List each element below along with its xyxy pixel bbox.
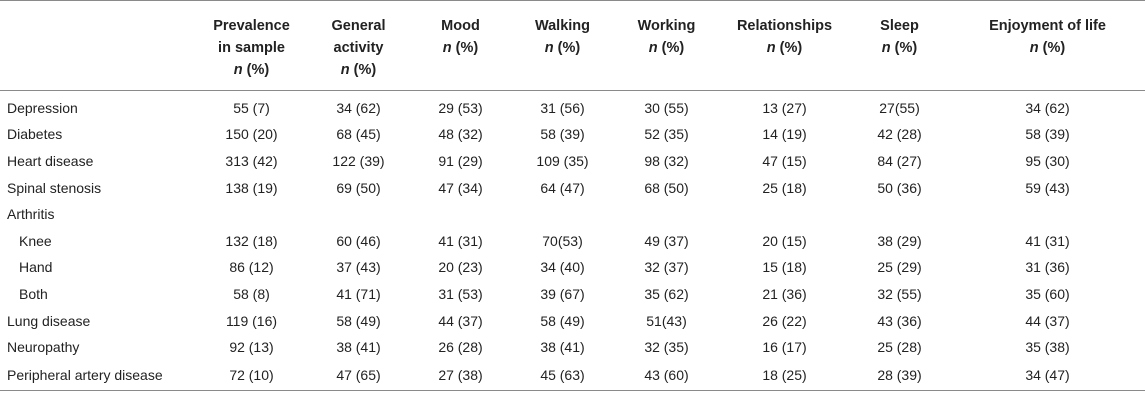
table-cell: 91 (29) bbox=[438, 152, 483, 169]
table-cell: 92 (13) bbox=[229, 339, 274, 356]
table-cell: 58 (49) bbox=[336, 312, 381, 329]
column-header bbox=[195, 1, 308, 91]
table-body bbox=[0, 91, 1145, 391]
column-header bbox=[308, 1, 409, 91]
column-unit-n: n bbox=[544, 40, 554, 56]
column-unit bbox=[513, 37, 612, 59]
table-cell: 31 (36) bbox=[1025, 259, 1070, 276]
table-cell: 44 (37) bbox=[1025, 312, 1070, 329]
table-cell: 35 (62) bbox=[644, 285, 689, 302]
table-cell: 68 (45) bbox=[336, 126, 381, 143]
table-cell: 51(43) bbox=[646, 312, 687, 329]
column-header-text: in sample bbox=[218, 40, 285, 56]
table-cell: 16 (17) bbox=[762, 339, 807, 356]
table-cell: 41 (31) bbox=[1025, 232, 1070, 249]
table-cell: 25 (29) bbox=[877, 259, 922, 276]
table-cell: 27 (38) bbox=[409, 360, 512, 390]
table-cell: 34 (40) bbox=[540, 259, 585, 276]
column-unit-pct: (%) bbox=[553, 40, 581, 56]
column-unit bbox=[951, 37, 1144, 59]
column-unit-pct: (%) bbox=[890, 40, 918, 56]
table-row bbox=[0, 334, 1145, 361]
table-cell: 70(53) bbox=[542, 232, 583, 249]
column-header-text: General bbox=[331, 18, 386, 34]
table-cell: 84 (27) bbox=[877, 152, 922, 169]
column-unit-n: n bbox=[766, 40, 776, 56]
row-label: Depression bbox=[7, 99, 78, 116]
column-unit bbox=[850, 37, 949, 59]
table-row bbox=[0, 227, 1145, 254]
table-cell: 39 (67) bbox=[540, 285, 585, 302]
table-cell: 31 (53) bbox=[438, 285, 483, 302]
table-row bbox=[0, 254, 1145, 281]
table-cell: 21 (36) bbox=[762, 285, 807, 302]
table-cell: 58 (8) bbox=[233, 285, 270, 302]
column-header-text: Sleep bbox=[880, 18, 919, 34]
table-cell: 150 (20) bbox=[225, 126, 278, 143]
table-cell: 109 (35) bbox=[536, 152, 589, 169]
column-unit-pct: (%) bbox=[657, 40, 685, 56]
table-cell: 26 (22) bbox=[762, 312, 807, 329]
table-cell: 30 (55) bbox=[644, 99, 689, 116]
row-sublabel: Both bbox=[19, 285, 48, 302]
table-cell: 45 (63) bbox=[512, 360, 613, 390]
column-unit bbox=[196, 59, 307, 81]
column-unit-n: n bbox=[340, 62, 350, 78]
column-unit-n: n bbox=[442, 40, 452, 56]
table-cell bbox=[512, 201, 613, 228]
row-label: Spinal stenosis bbox=[7, 179, 102, 196]
table-cell: 86 (12) bbox=[229, 259, 274, 276]
table-row bbox=[0, 360, 1145, 390]
column-header-text: Working bbox=[637, 18, 696, 34]
table-cell: 32 (55) bbox=[877, 285, 922, 302]
column-unit-pct: (%) bbox=[349, 62, 377, 78]
table-cell bbox=[409, 201, 512, 228]
row-label: Diabetes bbox=[7, 126, 63, 143]
table-cell: 41 (31) bbox=[438, 232, 483, 249]
table-cell: 20 (15) bbox=[762, 232, 807, 249]
table-cell: 43 (60) bbox=[613, 360, 720, 390]
table-cell: 25 (18) bbox=[762, 179, 807, 196]
column-unit-n: n bbox=[881, 40, 891, 56]
table-cell: 69 (50) bbox=[336, 179, 381, 196]
column-unit-pct: (%) bbox=[775, 40, 803, 56]
table-cell: 44 (37) bbox=[438, 312, 483, 329]
table-row bbox=[0, 201, 1145, 228]
table-cell: 138 (19) bbox=[225, 179, 278, 196]
column-header bbox=[720, 1, 849, 91]
table-cell: 132 (18) bbox=[225, 232, 278, 249]
table-cell bbox=[950, 201, 1145, 228]
column-unit-n: n bbox=[233, 62, 243, 78]
table-cell: 52 (35) bbox=[644, 126, 689, 143]
header-row bbox=[0, 1, 1145, 91]
table-cell: 122 (39) bbox=[332, 152, 385, 169]
table-cell: 58 (39) bbox=[540, 126, 585, 143]
table-row bbox=[0, 121, 1145, 148]
table-cell: 29 (53) bbox=[438, 99, 483, 116]
table-cell bbox=[308, 201, 409, 228]
table-cell bbox=[849, 201, 950, 228]
column-header-text: Mood bbox=[441, 18, 480, 34]
header-cell-empty bbox=[0, 1, 195, 91]
table-cell bbox=[613, 201, 720, 228]
table-cell: 38 (29) bbox=[877, 232, 922, 249]
table-cell: 25 (28) bbox=[877, 339, 922, 356]
table-cell: 20 (23) bbox=[438, 259, 483, 276]
table-cell: 35 (60) bbox=[1025, 285, 1070, 302]
row-label: Peripheral artery disease bbox=[0, 360, 195, 390]
column-header bbox=[409, 1, 512, 91]
table-cell: 34 (62) bbox=[336, 99, 381, 116]
table-cell: 28 (39) bbox=[849, 360, 950, 390]
table-cell: 34 (47) bbox=[950, 360, 1145, 390]
table-cell: 119 (16) bbox=[225, 312, 278, 329]
column-header-text: Relationships bbox=[736, 18, 833, 34]
row-label: Heart disease bbox=[7, 152, 94, 169]
column-header-text: Enjoyment of life bbox=[989, 18, 1106, 34]
table-cell bbox=[195, 201, 308, 228]
table-cell: 31 (56) bbox=[540, 99, 585, 116]
table-cell: 50 (36) bbox=[877, 179, 922, 196]
column-unit bbox=[309, 59, 408, 81]
column-unit-pct: (%) bbox=[242, 62, 270, 78]
table-cell: 47 (15) bbox=[762, 152, 807, 169]
column-header-text: Prevalence bbox=[213, 18, 290, 34]
column-unit bbox=[721, 37, 848, 59]
table-cell: 313 (42) bbox=[225, 152, 278, 169]
table-cell: 38 (41) bbox=[540, 339, 585, 356]
table-cell: 41 (71) bbox=[336, 285, 381, 302]
table-cell: 26 (28) bbox=[438, 339, 483, 356]
row-label: Neuropathy bbox=[7, 339, 80, 356]
table-cell: 42 (28) bbox=[877, 126, 922, 143]
column-unit-n: n bbox=[1029, 40, 1039, 56]
table-cell: 37 (43) bbox=[336, 259, 381, 276]
table-cell: 34 (62) bbox=[1025, 99, 1070, 116]
table-cell: 95 (30) bbox=[1025, 152, 1070, 169]
table-row bbox=[0, 174, 1145, 201]
table-cell: 47 (65) bbox=[308, 360, 409, 390]
column-unit bbox=[410, 37, 511, 59]
table-cell: 43 (36) bbox=[877, 312, 922, 329]
column-header-text: activity bbox=[333, 40, 384, 56]
table-row bbox=[0, 95, 1145, 122]
row-sublabel: Knee bbox=[19, 232, 52, 249]
table-cell: 32 (37) bbox=[644, 259, 689, 276]
table-cell: 98 (32) bbox=[644, 152, 689, 169]
column-header bbox=[950, 1, 1145, 91]
table-cell: 58 (49) bbox=[540, 312, 585, 329]
table-cell bbox=[720, 201, 849, 228]
table-cell: 35 (38) bbox=[1025, 339, 1070, 356]
table-cell: 49 (37) bbox=[644, 232, 689, 249]
table-cell: 13 (27) bbox=[762, 99, 807, 116]
column-header bbox=[613, 1, 720, 91]
table-cell: 47 (34) bbox=[438, 179, 483, 196]
column-unit-pct: (%) bbox=[451, 40, 479, 56]
row-sublabel: Hand bbox=[19, 259, 53, 276]
table-row bbox=[0, 281, 1145, 308]
column-header bbox=[512, 1, 613, 91]
table-cell: 59 (43) bbox=[1025, 179, 1070, 196]
column-header-text: Walking bbox=[534, 18, 591, 34]
column-unit-n: n bbox=[648, 40, 658, 56]
table-cell: 27(55) bbox=[879, 99, 920, 116]
column-header bbox=[849, 1, 950, 91]
table-cell: 15 (18) bbox=[762, 259, 807, 276]
table-cell: 14 (19) bbox=[762, 126, 807, 143]
table-cell: 32 (35) bbox=[644, 339, 689, 356]
table-cell: 60 (46) bbox=[336, 232, 381, 249]
table-cell: 18 (25) bbox=[720, 360, 849, 390]
table-cell: 48 (32) bbox=[438, 126, 483, 143]
row-label: Arthritis bbox=[7, 206, 55, 223]
table-cell: 72 (10) bbox=[195, 360, 308, 390]
table-cell: 68 (50) bbox=[644, 179, 689, 196]
table-row bbox=[0, 307, 1145, 334]
table-cell: 64 (47) bbox=[540, 179, 585, 196]
table-cell: 58 (39) bbox=[1025, 126, 1070, 143]
table-cell: 38 (41) bbox=[336, 339, 381, 356]
table-row bbox=[0, 148, 1145, 175]
table-cell: 55 (7) bbox=[233, 99, 270, 116]
table-header bbox=[0, 1, 1145, 91]
row-label: Lung disease bbox=[7, 312, 91, 329]
column-unit-pct: (%) bbox=[1038, 40, 1066, 56]
column-unit bbox=[614, 37, 719, 59]
